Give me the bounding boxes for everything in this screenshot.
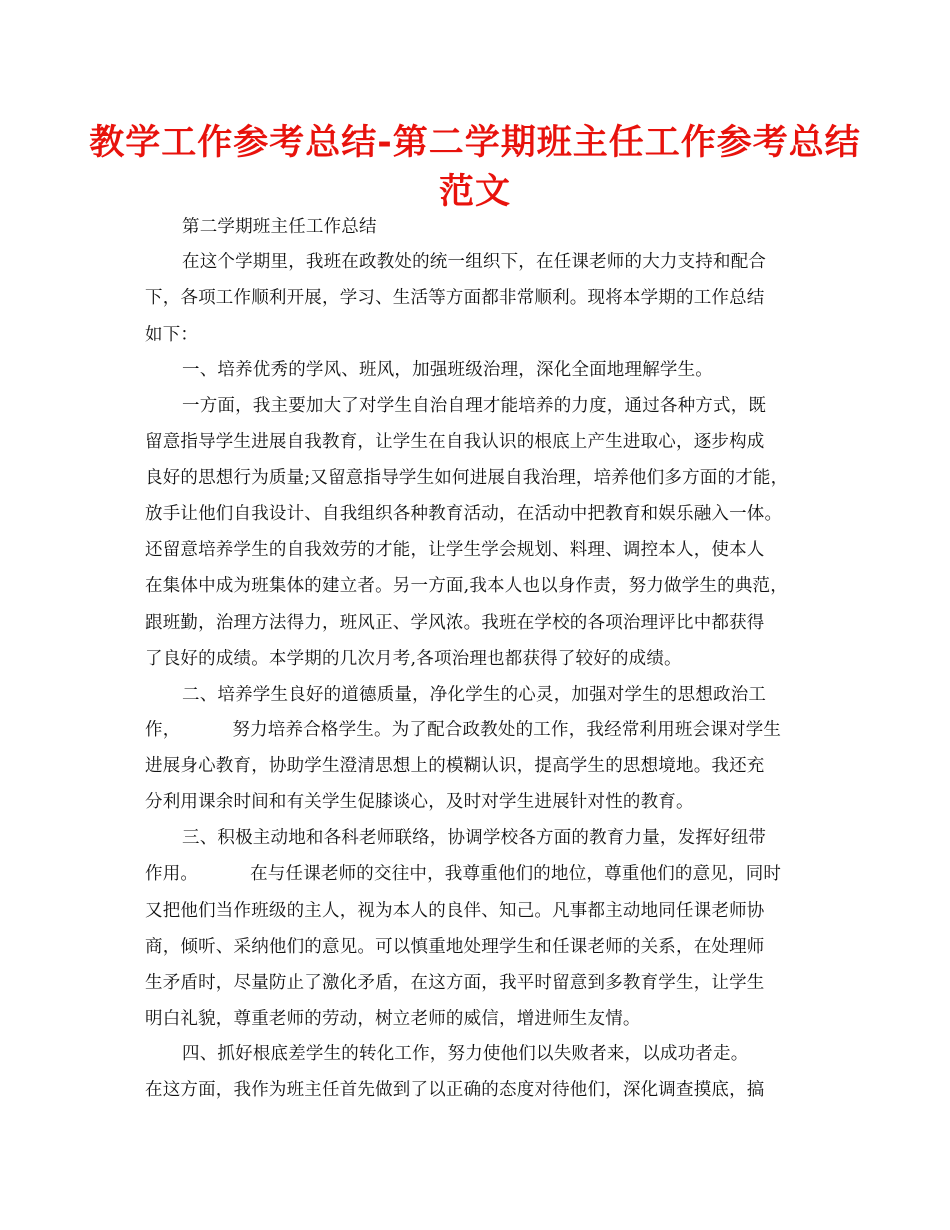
paragraph-line: 跟班勤，治理方法得力，班风正、学风浓。我班在学校的各项治理评比中都获得 (145, 613, 765, 633)
paragraph-fragment: 作用。 (145, 864, 199, 884)
paragraph-line: 分利用课余时间和有关学生促膝谈心，及时对学生进展针对性的教育。 (145, 792, 694, 812)
paragraph-line: 在这个学期里，我班在政教处的统一组织下，在任课老师的大力支持和配合 (182, 252, 767, 272)
paragraph-line: 三、积极主动地和各科老师联络，协调学校各方面的教育力量，发挥好纽带 (182, 828, 767, 848)
paragraph-fragment: 在与任课老师的交往中，我尊重他们的地位，尊重他们的意见，同时 (250, 864, 782, 884)
paragraph-line: 在集体中成为班集体的建立者。另一方面,我本人也以身作责，努力做学生的典范， (145, 576, 788, 596)
paragraph-line: 一方面，我主要加大了对学生自治自理才能培养的力度，通过各种方式，既 (182, 396, 767, 416)
paragraph-line: 了良好的成绩。本学期的几次月考,各项治理也都获得了较好的成绩。 (145, 649, 682, 669)
paragraph-line: 又把他们当作班级的主人，视为本人的良伴、知己。凡事都主动地同任课老师协 (145, 901, 765, 921)
paragraph-line: 如下： (145, 325, 199, 345)
paragraph-line: 一、培养优秀的学风、班风，加强班级治理，深化全面地理解学生。 (182, 360, 713, 380)
paragraph-line: 留意指导学生进展自我教育，让学生在自我认识的根底上产生进取心，逐步构成 (145, 432, 765, 452)
paragraph-fragment: 作， (145, 720, 181, 740)
paragraph-line: 放手让他们自我设计、自我组织各种教育活动，在活动中把教育和娱乐融入一体。 (145, 504, 783, 524)
paragraph-line: 还留意培养学生的自我效劳的才能，让学生学会规划、料理、调控本人，使本人 (145, 540, 765, 560)
paragraph-line (145, 866, 781, 884)
section-heading: 第二学期班主任工作总结 (182, 217, 377, 237)
paragraph-fragment: 努力培养合格学生。为了配合政教处的工作，我经常利用班会课对学生 (232, 720, 782, 740)
paragraph-line: 进展身心教育，协助学生澄清思想上的模糊认识，提高学生的思想境地。我还充 (145, 756, 765, 776)
document-title-continued: 范文 (438, 172, 511, 212)
paragraph-line: 生矛盾时，尽量防止了激化矛盾，在这方面，我平时留意到多教育学生，让学生 (145, 973, 765, 993)
paragraph-line: 良好的思想行为质量;又留意指导学生如何进展自我治理，培养他们多方面的才能， (145, 468, 789, 488)
paragraph-line: 商，倾听、采纳他们的意见。可以慎重地处理学生和任课老师的关系，在处理师 (145, 937, 765, 957)
paragraph-line: 四、抓好根底差学生的转化工作，努力使他们以失败者来，以成功者走。 (182, 1044, 749, 1064)
paragraph-line: 二、培养学生良好的道德质量，净化学生的心灵，加强对学生的思想政治工 (182, 685, 767, 705)
paragraph-line: 下，各项工作顺利开展，学习、生活等方面都非常顺利。现将本学期的工作总结 (145, 288, 765, 308)
paragraph-line (145, 722, 781, 740)
paragraph-line: 在这方面，我作为班主任首先做到了以正确的态度对待他们，深化调查摸底，搞 (145, 1080, 765, 1100)
document-title: 教学工作参考总结-第二学期班主任工作参考总结 (89, 123, 861, 163)
paragraph-line: 明白礼貌，尊重老师的劳动，树立老师的威信，增进师生友情。 (145, 1009, 641, 1029)
